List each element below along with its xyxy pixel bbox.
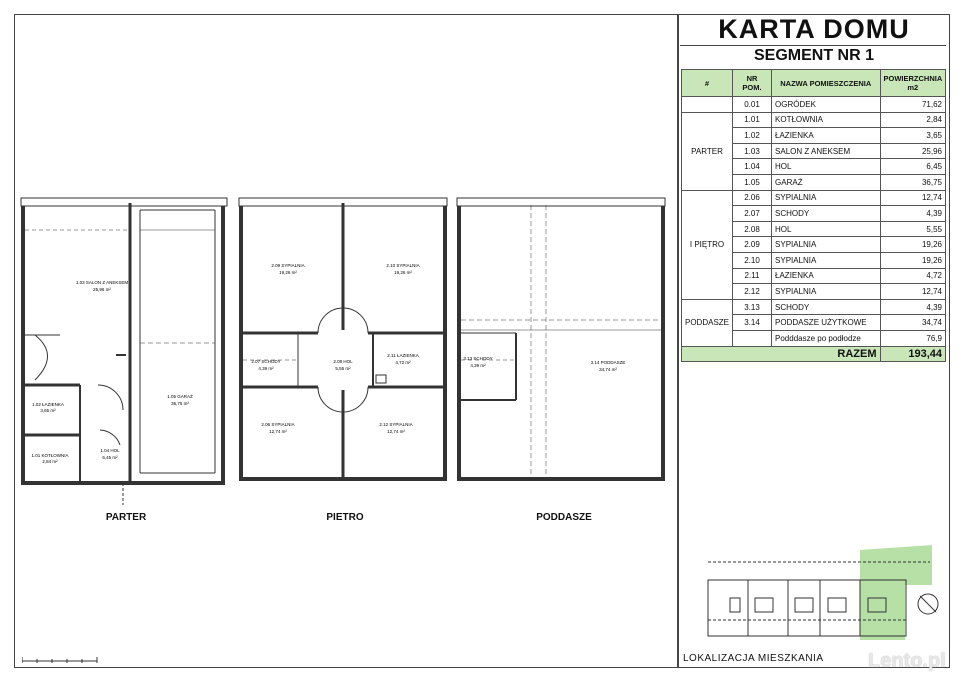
room-label-2-11: 2.11 ŁAZIENKA bbox=[387, 353, 419, 358]
room-area-garaz: 36,75 m² bbox=[171, 401, 189, 406]
room-label-salon: 1.03 SALON Z ANEKSEM bbox=[75, 280, 129, 285]
room-name: KOTŁOWNIA bbox=[772, 112, 881, 128]
room-number: 2.09 bbox=[733, 237, 772, 253]
room-name: Podddasze po podłodze bbox=[772, 330, 881, 346]
plan-pietro bbox=[238, 195, 450, 485]
room-name: HOL bbox=[772, 159, 881, 175]
room-label-2-08: 2.08 HOL bbox=[333, 359, 353, 364]
room-number bbox=[733, 330, 772, 346]
room-label-2-07: 2.07 SCHODY bbox=[251, 359, 281, 364]
page-subtitle: SEGMENT NR 1 bbox=[753, 47, 874, 64]
col-header-name: NAZWA POMIESZCZENIA bbox=[772, 70, 881, 97]
room-area-2-10: 19,26 m² bbox=[394, 270, 412, 275]
plan-pietro-drawing bbox=[238, 195, 450, 485]
room-area: 3,65 bbox=[880, 128, 945, 144]
table-row bbox=[682, 190, 946, 206]
table-row bbox=[682, 299, 946, 315]
room-area: 4,72 bbox=[880, 268, 945, 284]
room-area-2-12: 12,74 m² bbox=[387, 429, 405, 434]
room-area-2-11: 4,72 m² bbox=[395, 360, 411, 365]
floor-cell bbox=[682, 97, 733, 113]
plan-poddasze-drawing bbox=[456, 195, 668, 485]
scale-bar bbox=[22, 652, 102, 670]
location-label: LOKALIZACJA MIESZKANIA bbox=[683, 653, 824, 664]
room-number: 3.13 bbox=[733, 299, 772, 315]
room-label-2-12: 2.12 SYPIALNIA bbox=[379, 422, 413, 427]
room-area-2-06: 12,74 m² bbox=[269, 429, 287, 434]
room-number: 2.07 bbox=[733, 206, 772, 222]
room-area-2-09: 19,26 m² bbox=[279, 270, 297, 275]
site-location-plan bbox=[700, 540, 945, 648]
col-header-nr: NR POM. bbox=[733, 70, 772, 97]
room-name: PODDASZE UŻYTKOWE bbox=[772, 315, 881, 331]
room-number: 1.01 bbox=[733, 112, 772, 128]
room-name: SCHODY bbox=[772, 206, 881, 222]
room-name: OGRÓDEK bbox=[772, 97, 881, 113]
room-name: SYPIALNIA bbox=[772, 237, 881, 253]
plan-poddasze bbox=[456, 195, 668, 485]
room-area: 5,55 bbox=[880, 221, 945, 237]
room-name: SALON Z ANEKSEM bbox=[772, 143, 881, 159]
room-area-lazienka: 3,65 m² bbox=[40, 408, 56, 413]
room-area: 71,62 bbox=[880, 97, 945, 113]
plan-parter bbox=[20, 195, 232, 505]
room-name: SYPIALNIA bbox=[772, 252, 881, 268]
table-row bbox=[682, 112, 946, 128]
total-row bbox=[682, 346, 946, 362]
watermark: Lento.pl bbox=[868, 650, 946, 672]
room-area: 19,26 bbox=[880, 252, 945, 268]
room-name: ŁAZIENKA bbox=[772, 268, 881, 284]
room-number: 2.08 bbox=[733, 221, 772, 237]
room-area: 12,74 bbox=[880, 190, 945, 206]
room-area: 19,26 bbox=[880, 237, 945, 253]
room-area-2-07: 4,39 m² bbox=[258, 366, 274, 371]
room-label-garaz: 1.05 GARAŻ bbox=[167, 394, 193, 399]
room-label-hol: 1.04 HOL bbox=[100, 448, 120, 453]
room-area: 36,75 bbox=[880, 174, 945, 190]
title-divider bbox=[680, 45, 946, 46]
plan-label-poddasze: PODDASZE bbox=[536, 512, 592, 523]
room-number: 0.01 bbox=[733, 97, 772, 113]
room-area-kotlownia: 2,84 m² bbox=[42, 459, 58, 464]
plan-parter-drawing bbox=[20, 195, 232, 505]
room-name: HOL bbox=[772, 221, 881, 237]
table-row bbox=[682, 97, 946, 113]
room-area-2-08: 5,55 m² bbox=[335, 366, 351, 371]
site-location-drawing bbox=[700, 540, 945, 648]
room-label-3-14: 3.14 PODDASZE bbox=[590, 360, 626, 365]
room-number: 2.11 bbox=[733, 268, 772, 284]
room-number: 2.06 bbox=[733, 190, 772, 206]
room-area: 2,84 bbox=[880, 112, 945, 128]
room-name: SCHODY bbox=[772, 299, 881, 315]
page-title: KARTA DOMU bbox=[718, 14, 910, 44]
rooms-table-body bbox=[682, 97, 946, 362]
room-number: 2.10 bbox=[733, 252, 772, 268]
room-area: 76,9 bbox=[880, 330, 945, 346]
room-area: 34,74 bbox=[880, 315, 945, 331]
room-name: SYPIALNIA bbox=[772, 190, 881, 206]
room-area: 4,39 bbox=[880, 206, 945, 222]
room-area: 25,96 bbox=[880, 143, 945, 159]
room-number: 1.02 bbox=[733, 128, 772, 144]
room-area: 6,45 bbox=[880, 159, 945, 175]
room-area: 12,74 bbox=[880, 284, 945, 300]
col-header-area: POWIERZCHNIA m2 bbox=[880, 70, 945, 97]
floor-label-poddasze: PODDASZE bbox=[682, 299, 733, 346]
room-area-3-13: 4,39 m² bbox=[470, 363, 486, 368]
room-name: SYPIALNIA bbox=[772, 284, 881, 300]
room-name: ŁAZIENKA bbox=[772, 128, 881, 144]
room-area-salon: 25,96 m² bbox=[93, 287, 111, 292]
room-number: 3.14 bbox=[733, 315, 772, 331]
room-label-kotlownia: 1.01 KOTŁOWNIA bbox=[31, 453, 69, 458]
floor-label-parter: PARTER bbox=[682, 112, 733, 190]
rooms-table bbox=[681, 69, 946, 362]
plan-label-parter: PARTER bbox=[105, 512, 147, 523]
total-label: RAZEM bbox=[682, 346, 881, 362]
room-label-2-09: 2.09 SYPIALNIA bbox=[271, 263, 305, 268]
room-number: 1.05 bbox=[733, 174, 772, 190]
room-label-lazienka: 1.02 ŁAZIENKA bbox=[32, 402, 64, 407]
total-value: 193,44 bbox=[880, 346, 945, 362]
room-label-2-06: 2.06 SYPIALNIA bbox=[261, 422, 295, 427]
room-area-hol: 6,45 m² bbox=[102, 455, 118, 460]
room-label-2-10: 2.10 SYPIALNIA bbox=[386, 263, 420, 268]
room-number: 2.12 bbox=[733, 284, 772, 300]
room-area: 4,39 bbox=[880, 299, 945, 315]
room-number: 1.03 bbox=[733, 143, 772, 159]
plan-label-pietro: PIETRO bbox=[326, 512, 364, 523]
floor-label-pietro: I PIĘTRO bbox=[682, 190, 733, 299]
room-label-3-13: 3.13 SCHODY bbox=[463, 356, 493, 361]
room-number: 1.04 bbox=[733, 159, 772, 175]
room-name: GARAŻ bbox=[772, 174, 881, 190]
room-area-3-14: 34,74 m² bbox=[599, 367, 617, 372]
col-header-hash: # bbox=[682, 70, 733, 97]
